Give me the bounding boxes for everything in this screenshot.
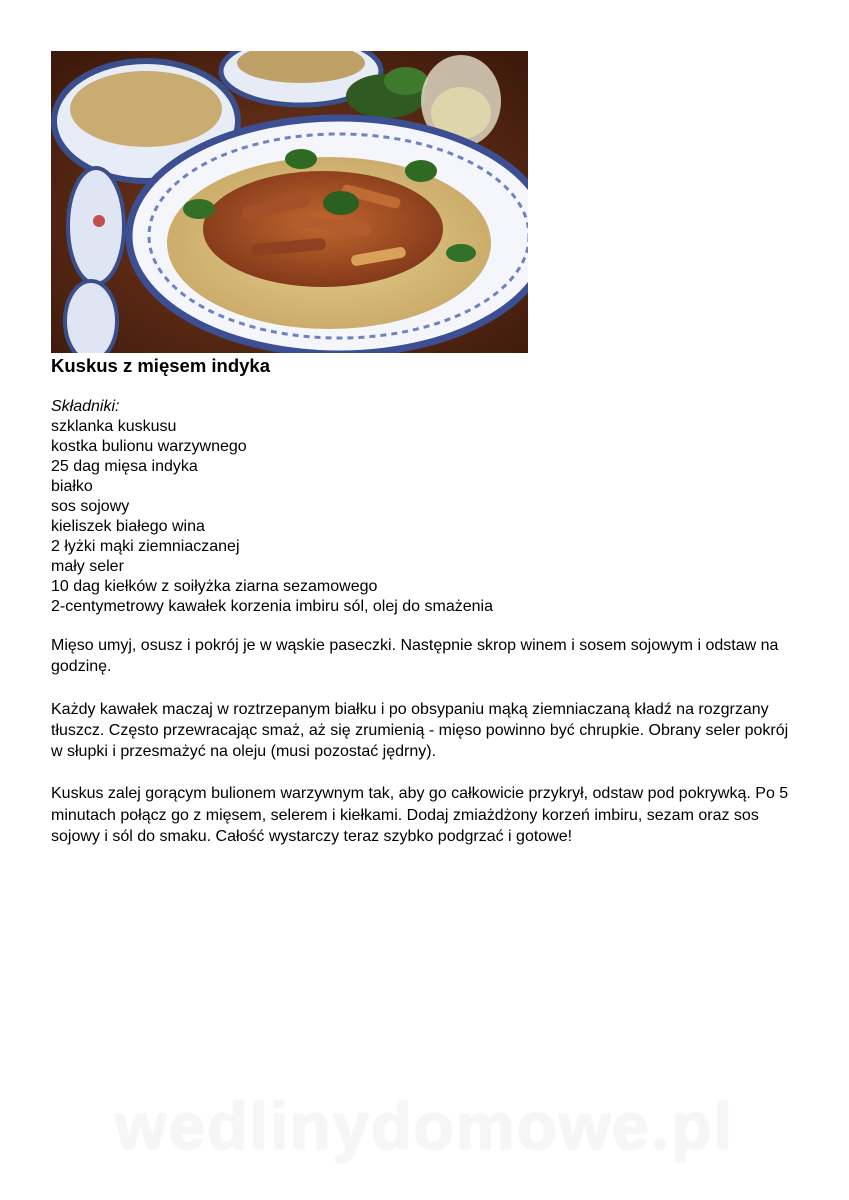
step-paragraph: Mięso umyj, osusz i pokrój je w wąskie paseczki. Następnie skrop winem i sosem sojowym i odstaw na godzinę. <box>51 637 779 676</box>
step-paragraph: Każdy kawałek maczaj w roztrzepanym białku i po obsypaniu mąką ziemniaczaną kładź na rozgrzany tłuszcz. Często przewracając smaż, aż się zrumienią - mięso powinno być chrupkie. Obrany seler pokrój w słupki i przesmażyć na oleju (musi pozostać jędrny). <box>51 700 789 761</box>
ingredient-item: 10 dag kiełków z soiłyżka ziarna sezamowego <box>51 578 378 595</box>
ingredient-item: mały seler <box>51 558 124 575</box>
recipe-title: Kuskus z mięsem indyka <box>51 355 271 376</box>
ingredients-list <box>51 417 493 617</box>
preparation-steps <box>51 635 791 868</box>
ingredient-item: 25 dag mięsa indyka <box>51 458 198 475</box>
ingredient-item: 2 łyżki mąki ziemniaczanej <box>51 538 240 555</box>
ingredient-item: szklanka kuskusu <box>51 418 177 435</box>
ingredient-item: kostka bulionu warzywnego <box>51 438 247 455</box>
ingredient-item: 2-centymetrowy kawałek korzenia imbiru sól, olej do smażenia <box>51 598 493 615</box>
dish-illustration <box>51 51 528 353</box>
ingredients-heading: Składniki: <box>51 398 120 415</box>
recipe-photo <box>51 51 528 353</box>
ingredients-section <box>51 397 493 617</box>
step-paragraph: Kuskus zalej gorącym bulionem warzywnym tak, aby go całkowicie przykrył, odstaw pod pokrywką. Po 5 minutach połącz go z mięsem, selerem i kiełkami. Dodaj zmiażdżony korzeń imbiru, sezam oraz sos sojowy i sól do smaku. Całość wystarczy teraz szybko podgrzać i gotowe! <box>51 785 789 846</box>
ingredient-item: kieliszek białego wina <box>51 518 205 535</box>
ingredient-item: białko <box>51 478 93 495</box>
site-watermark: wedlinydomowe.pl <box>115 1089 734 1163</box>
ingredient-item: sos sojowy <box>51 498 130 515</box>
